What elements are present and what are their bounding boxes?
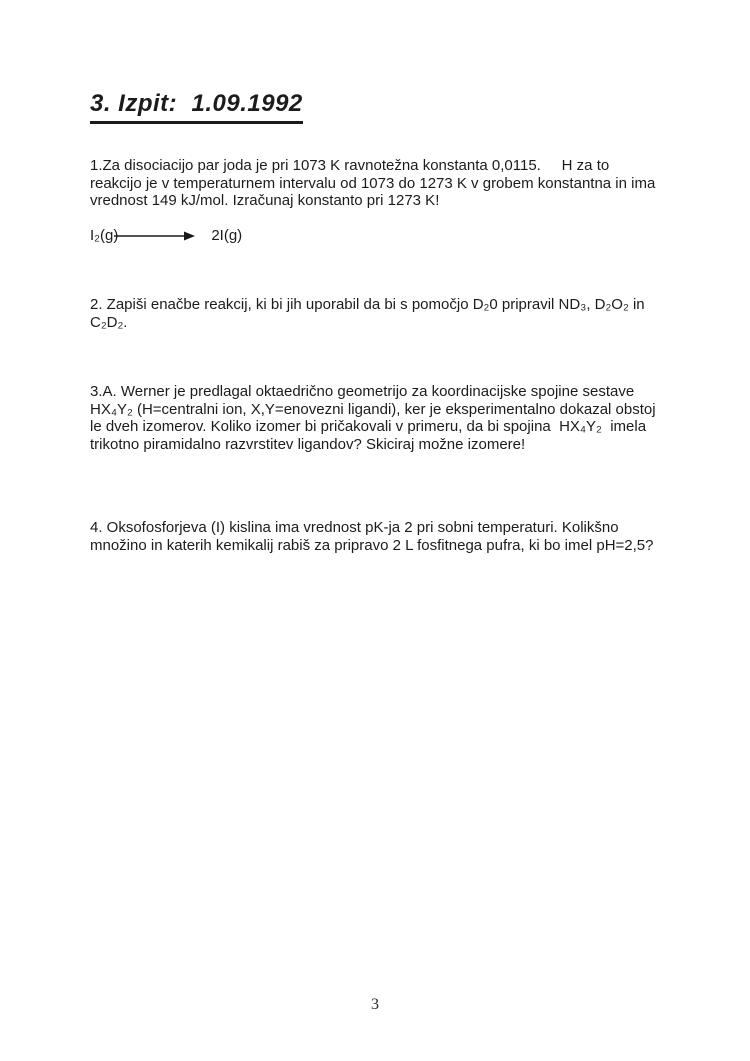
question-2-line-1: 2. Zapiši enačbe reakcij, ki bi jih uporabil da bi s pomočjo D₂0 pripravil ND₃, D₂O₂ in <box>90 296 645 313</box>
equation-product: 2I(g) <box>211 227 243 244</box>
reaction-equation <box>90 227 242 245</box>
reaction-arrow-icon <box>114 230 196 242</box>
question-1-line-3: vrednost 149 kJ/mol. Izračunaj konstanto pri 1273 K! <box>90 192 440 209</box>
question-3 <box>90 383 656 453</box>
question-2-line-2: C₂D₂. <box>90 313 128 331</box>
question-1 <box>90 157 655 210</box>
question-3-line-4: trikotno piramidalno razvrstitev ligandov? Skiciraj možne izomere! <box>90 435 526 453</box>
question-4-line-1: 4. Oksofosforjeva (I) kislina ima vrednost pK-ja 2 pri sobni temperaturi. Kolikšno <box>90 519 619 536</box>
question-3-line-2: HX₄Y₂ (H=centralni ion, X,Y=enovezni ligandi), ker je eksperimentalno dokazal obstoj <box>90 400 656 418</box>
equation-reactant: I₂(g) <box>90 227 119 244</box>
question-2 <box>90 296 645 331</box>
question-1-line-1: 1.Za disociacijo par joda je pri 1073 K ravnotežna konstanta 0,0115. H za to <box>90 157 610 174</box>
question-3-line-1: 3.A. Werner je predlagal oktaedrično geometrijo za koordinacijske spojine sestave <box>90 383 635 400</box>
page-number: 3 <box>371 996 379 1013</box>
exam-title: 3. Izpit: 1.09.1992 <box>90 90 303 124</box>
question-3-line-3: le dveh izomerov. Koliko izomer bi pričakovali v primeru, da bi spojina HX₄Y₂ imela <box>90 418 647 435</box>
question-1-line-2: reakcijo je v temperaturnem intervalu od 1073 do 1273 K v grobem konstantna in ima <box>90 174 656 192</box>
question-4-line-2: množino in katerih kemikalij rabiš za pripravo 2 L fosfitnega pufra, ki bo imel pH=2,5? <box>90 536 654 554</box>
question-4 <box>90 519 653 554</box>
